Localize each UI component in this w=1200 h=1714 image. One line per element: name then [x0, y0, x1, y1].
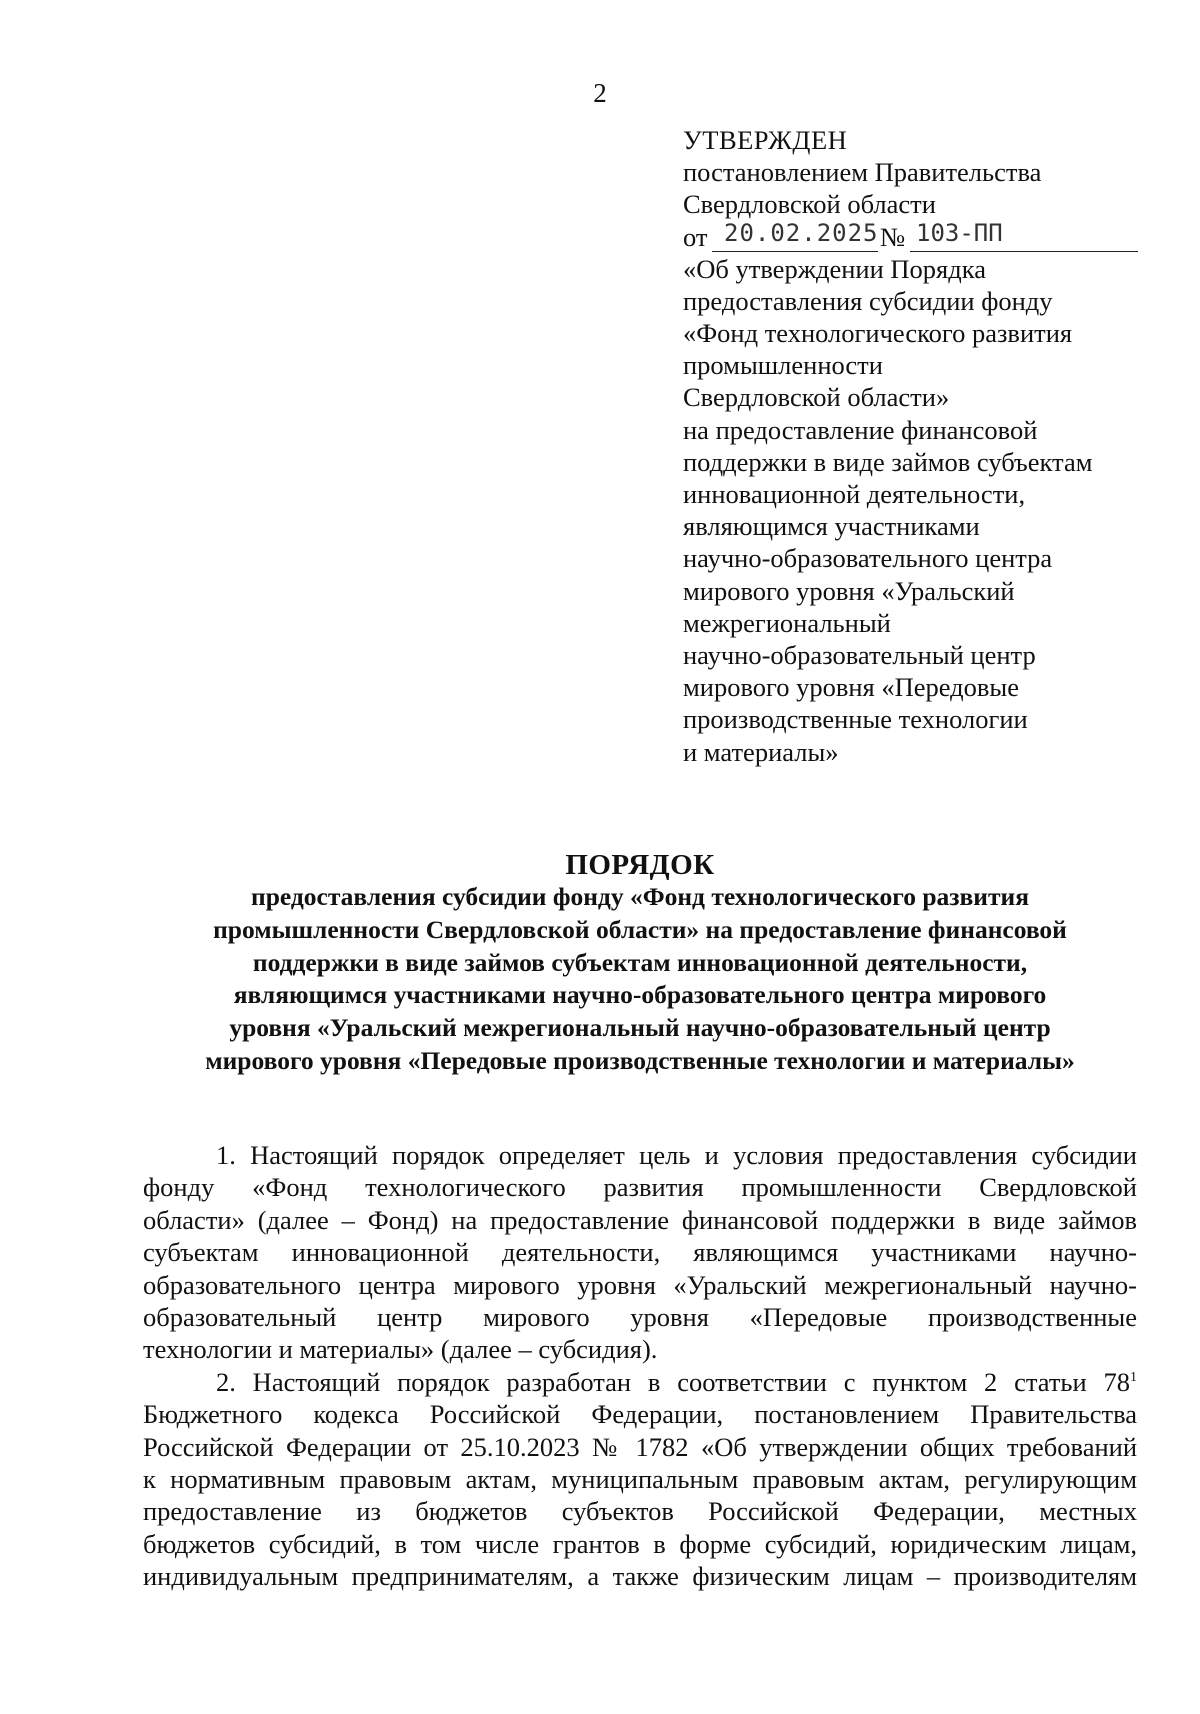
approval-title-line: научно-образовательного центра	[683, 543, 1053, 574]
subtitle-line: промышленности Свердловской области» на предоставление финансовой	[213, 914, 1067, 944]
paragraph-2-line: Бюджетного кодекса Российской Федерации, постановлением Правительства	[143, 1399, 1137, 1430]
page-number: 2	[593, 78, 607, 108]
paragraph-2-first-line	[143, 1366, 1137, 1398]
paragraph-1-line: фонду «Фонд технологического развития промышленности Свердловской	[143, 1172, 1137, 1203]
paragraph-2-line: бюджетов субсидий, в том числе грантов в форме субсидий, юридическим лицам,	[143, 1528, 1137, 1559]
paragraph-1-line: технологии и материалы» (далее – субсидия).	[143, 1334, 658, 1365]
approval-line: постановлением Правительства	[683, 157, 1042, 188]
subtitle-line: являющимся участниками научно-образовательного центра мирового	[233, 980, 1047, 1010]
paragraph-2-line: Российской Федерации от 25.10.2023 № 1782 «Об утверждении общих требований	[143, 1431, 1137, 1462]
approval-title-line: и материалы»	[683, 736, 839, 767]
subtitle-line: мирового уровня «Передовые производственные технологии и материалы»	[205, 1045, 1075, 1075]
approval-title-line: научно-образовательный центр	[683, 640, 1036, 671]
approval-title-line: мирового уровня «Передовые	[683, 672, 1019, 703]
approval-title-line: Свердловской области»	[683, 382, 950, 413]
approval-heading: УТВЕРЖДЕН	[683, 125, 848, 155]
paragraph-1-line: образовательного центра мирового уровня «Уральский межрегиональный научно-	[143, 1269, 1137, 1300]
paragraph-1-line: образовательный центр мирового уровня «Передовые производственные	[143, 1302, 1137, 1333]
approval-title-line: промышленности	[683, 350, 883, 381]
approval-date-number-line	[683, 218, 1153, 253]
approval-line: Свердловской области	[683, 189, 936, 220]
paragraph-2-line: индивидуальным предпринимателям, а также физическим лицам – производителям	[143, 1561, 1137, 1592]
paragraph-2-first-line-text: 2. Настоящий порядок разработан в соответствии с пунктом 2 статьи 78	[216, 1366, 1130, 1397]
approval-block	[683, 124, 1153, 768]
document-body	[143, 1139, 1137, 1593]
paragraph-2-line: предоставление из бюджетов субъектов Российской Федерации, местных	[143, 1496, 1137, 1527]
approval-number: 103-ПП	[916, 218, 1003, 247]
approval-title-line: мирового уровня «Уральский	[683, 575, 1015, 606]
paragraph-1-line: области» (далее – Фонд) на предоставление финансовой поддержки в виде займов	[143, 1204, 1137, 1235]
number-sign: №	[880, 221, 906, 252]
approval-title-line: поддержки в виде займов субъектам	[683, 446, 1093, 477]
approval-date: 20.02.2025	[724, 218, 879, 247]
approval-title-line: «Об утверждении Порядка	[683, 253, 986, 284]
approval-title-line: производственные технологии	[683, 704, 1028, 735]
paragraph-1-line: 1. Настоящий порядок определяет цель и условия предоставления субсидии	[216, 1140, 1137, 1170]
subtitle-line: поддержки в виде займов субъектам инновационной деятельности,	[252, 947, 1028, 977]
approval-title-line: предоставления субсидии фонду	[683, 285, 1053, 316]
article-superscript: 1	[1130, 1370, 1137, 1386]
date-prefix-label: от	[683, 221, 708, 252]
approval-title-line: на предоставление финансовой	[683, 414, 1038, 445]
approval-number-field	[910, 218, 1138, 252]
subtitle-line: уровня «Уральский межрегиональный научно-образовательный центр	[229, 1013, 1051, 1043]
approval-title-line: инновационной деятельности,	[683, 479, 1026, 510]
document-subtitle	[140, 881, 1140, 1078]
approval-title-line: межрегиональный	[683, 607, 891, 638]
approval-date-field	[712, 218, 879, 252]
approval-title-line: являющимся участниками	[683, 511, 980, 542]
paragraph-2-line: к нормативным правовым актам, муниципальным правовым актам, регулирующим	[143, 1464, 1137, 1495]
approval-title-line: «Фонд технологического развития	[683, 318, 1073, 349]
document-title: ПОРЯДОК	[565, 849, 715, 881]
subtitle-line: предоставления субсидии фонду «Фонд технологического развития	[251, 882, 1029, 911]
paragraph-1-line: субъектам инновационной деятельности, являющимся участниками научно-	[143, 1237, 1137, 1268]
